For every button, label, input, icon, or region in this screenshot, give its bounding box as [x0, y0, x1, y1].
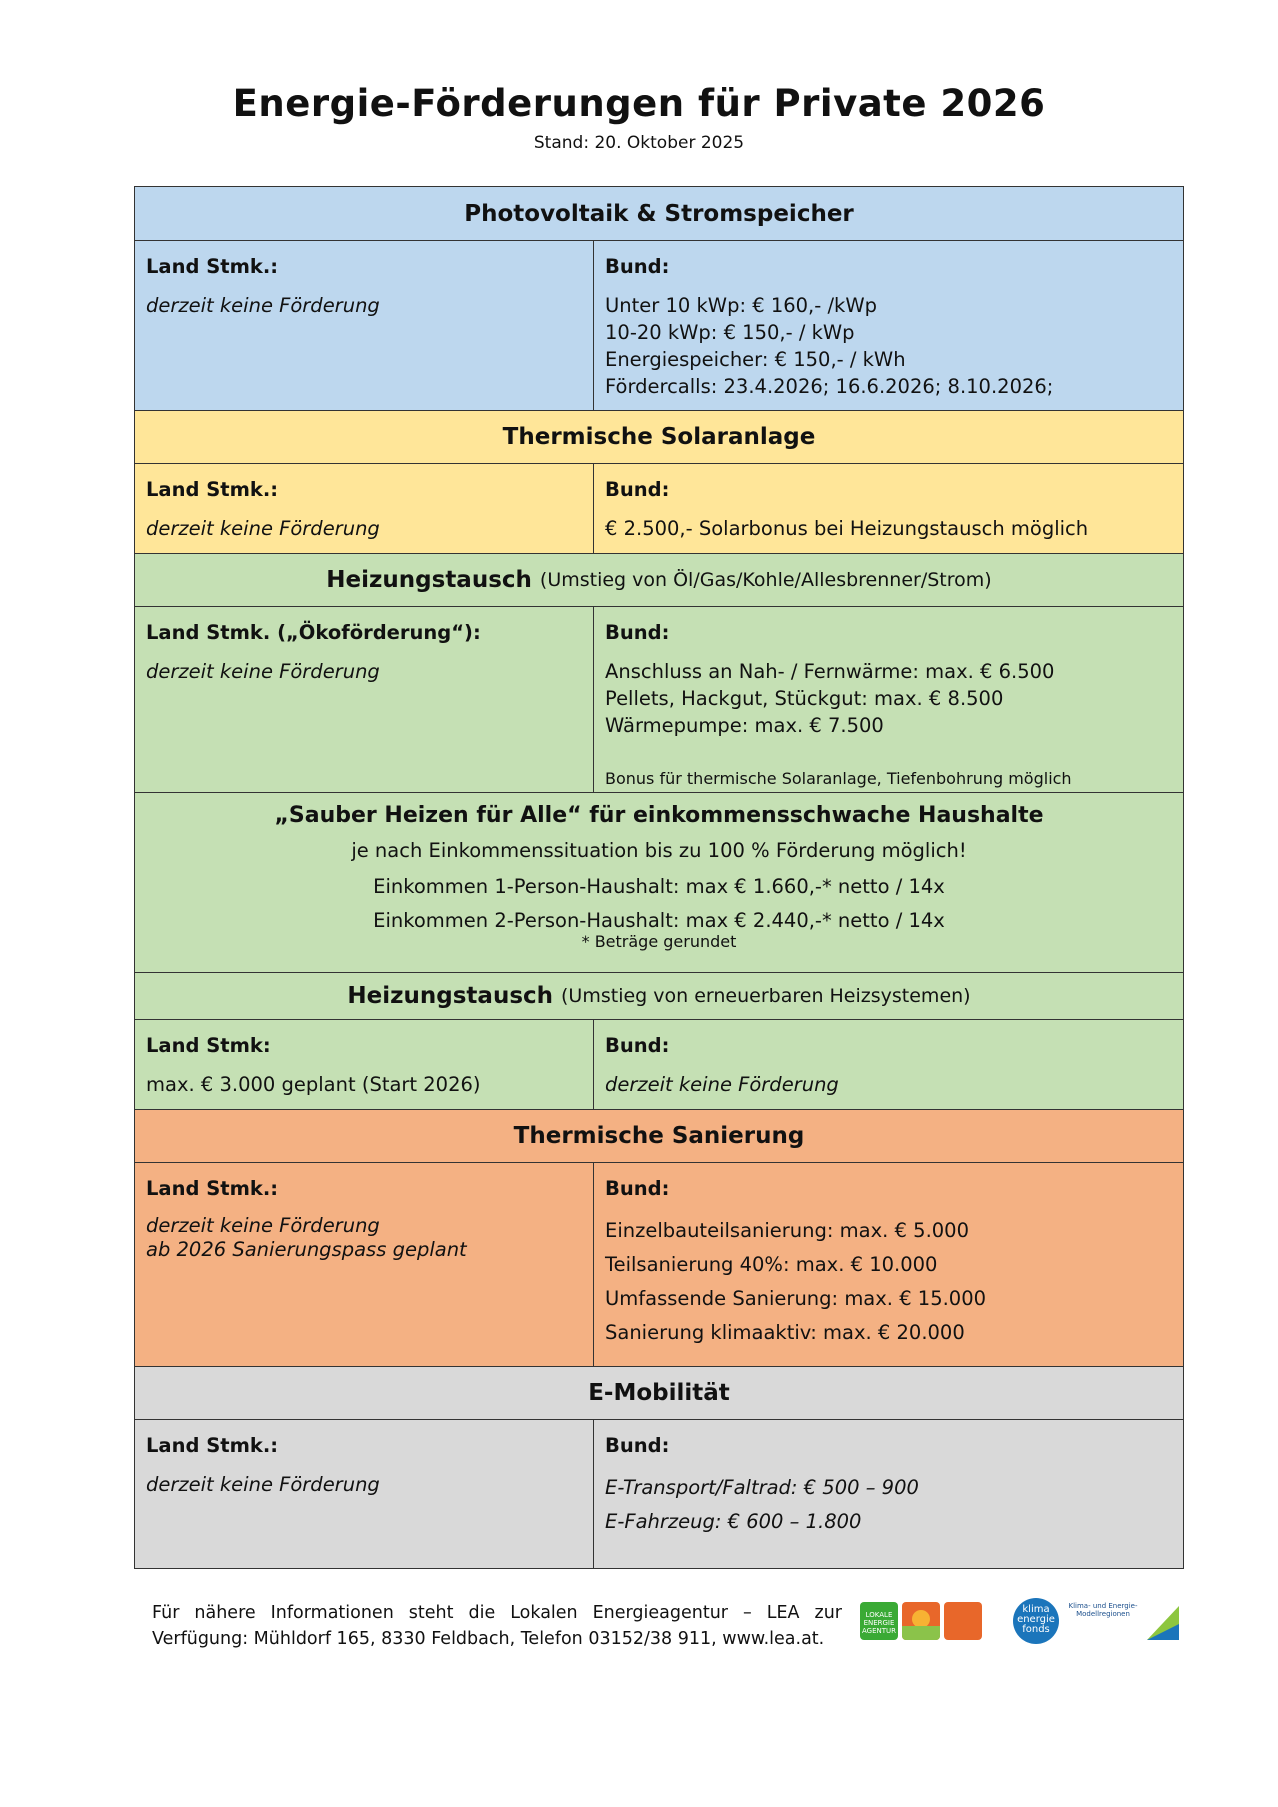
klima-energie-fonds-logo: klima energie fonds [1013, 1598, 1059, 1644]
bund-label: Bund: [605, 621, 670, 644]
bund-line: E-Transport/Faltrad: € 500 – 900 [605, 1476, 919, 1499]
land-text: derzeit keine Förderung [146, 294, 380, 317]
section-header-pv [135, 187, 1183, 241]
lea-logo: LOKALE ENERGIE AGENTUR [860, 1602, 898, 1640]
land-text: max. € 3.000 geplant (Start 2026) [146, 1073, 481, 1096]
section-header-heizungstausch-erneuerbar [135, 973, 1183, 1020]
bund-text: € 2.500,- Solarbonus bei Heizungstausch möglich [605, 517, 1089, 540]
bonus-note: Bonus für thermische Solaranlage, Tiefenbohrung möglich [605, 769, 1072, 788]
section-title: Heizungstausch [326, 567, 532, 593]
bund-line: Sanierung klimaaktiv: max. € 20.000 [605, 1321, 965, 1344]
bund-cell [594, 1163, 1183, 1366]
bund-line: Fördercalls: 23.4.2026; 16.6.2026; 8.10.2026; [605, 375, 1054, 398]
bund-line: Einzelbauteilsanierung: max. € 5.000 [605, 1219, 969, 1242]
section-header-emobilitaet [135, 1367, 1183, 1420]
bund-line: Wärmepumpe: max. € 7.500 [605, 714, 884, 737]
kem-logo-icon [1143, 1600, 1181, 1646]
bund-line: Anschluss an Nah- / Fernwärme: max. € 6.500 [605, 660, 1055, 683]
land-text: derzeit keine Förderung [146, 1214, 380, 1237]
bund-line: Teilsanierung 40%: max. € 10.000 [605, 1253, 938, 1276]
section-row-solar [135, 464, 1183, 554]
bund-line: Umfassende Sanierung: max. € 15.000 [605, 1287, 987, 1310]
page-title: Energie-Förderungen für Private 2026 [232, 82, 1046, 125]
land-cell [135, 241, 594, 410]
section-title: Photovoltaik & Stromspeicher [464, 200, 854, 227]
section-subtitle: (Umstieg von erneuerbaren Heizsystemen) [561, 985, 971, 1007]
section-subtitle: (Umstieg von Öl/Gas/Kohle/Allesbrenner/Strom) [539, 569, 992, 591]
bund-cell [594, 1420, 1183, 1568]
land-cell [135, 464, 594, 553]
land-label: Land Stmk.: [146, 255, 279, 278]
sauber-line: je nach Einkommenssituation bis zu 100 % Förderung möglich! [351, 839, 967, 862]
bund-label: Bund: [605, 478, 670, 501]
land-text: derzeit keine Förderung [146, 517, 380, 540]
bund-line: Energiespeicher: € 150,- / kWh [605, 348, 906, 371]
bund-line: 10-20 kWp: € 150,- / kWp [605, 321, 855, 344]
page-subtitle: Stand: 20. Oktober 2025 [533, 133, 745, 153]
sauber-line: Einkommen 1-Person-Haushalt: max € 1.660,-* netto / 14x [373, 875, 945, 898]
footer-line: Für nähere Informationen steht die Lokalen Energieagentur – LEA zur [152, 1603, 842, 1623]
section-title: E-Mobilität [588, 1380, 730, 1406]
footer-line: Verfügung: Mühldorf 165, 8330 Feldbach, Telefon 03152/38 911, www.lea.at. [152, 1629, 825, 1649]
land-label: Land Stmk. („Ökoförderung“): [146, 621, 481, 644]
kem-logo-text: Klima- und Energie-Modellregionen [1068, 1602, 1138, 1618]
land-label: Land Stmk.: [146, 478, 279, 501]
region-logo [902, 1602, 940, 1640]
section-header-solar [135, 411, 1183, 464]
bund-label: Bund: [605, 1034, 670, 1057]
sauber-line: Einkommen 2-Person-Haushalt: max € 2.440,-* netto / 14x [373, 909, 945, 932]
land-cell [135, 1163, 594, 1366]
land-label: Land Stmk.: [146, 1177, 279, 1200]
section-title: Thermische Solaranlage [502, 424, 816, 450]
section-title: Thermische Sanierung [513, 1123, 805, 1149]
land-cell [135, 1420, 594, 1568]
energy-region-logo [944, 1602, 982, 1640]
bund-cell [594, 464, 1183, 553]
section-row-heizungstausch-erneuerbar [135, 1020, 1183, 1110]
section-row-pv [135, 241, 1183, 411]
land-label: Land Stmk.: [146, 1434, 279, 1457]
section-row-emobilitaet [135, 1420, 1183, 1568]
bund-line: Pellets, Hackgut, Stückgut: max. € 8.500 [605, 687, 1004, 710]
section-sauber-heizen [135, 793, 1183, 973]
section-row-heizungstausch [135, 607, 1183, 793]
bund-label: Bund: [605, 255, 670, 278]
land-text: derzeit keine Förderung [146, 1473, 380, 1496]
bund-label: Bund: [605, 1177, 670, 1200]
section-title: Heizungstausch [347, 983, 554, 1009]
bund-line: Unter 10 kWp: € 160,- /kWp [605, 294, 878, 317]
land-text: ab 2026 Sanierungspass geplant [146, 1238, 467, 1261]
bund-label: Bund: [605, 1434, 670, 1457]
section-row-sanierung [135, 1163, 1183, 1367]
section-title: „Sauber Heizen für Alle“ für einkommensschwache Haushalte [274, 803, 1044, 828]
bund-line: E-Fahrzeug: € 600 – 1.800 [605, 1510, 862, 1533]
bund-cell [594, 1020, 1183, 1109]
funding-table [134, 186, 1184, 1569]
section-header-heizungstausch [135, 554, 1183, 607]
sauber-note: * Beträge gerundet [581, 932, 737, 951]
land-cell [135, 607, 594, 792]
bund-text: derzeit keine Förderung [605, 1073, 839, 1096]
land-text: derzeit keine Förderung [146, 660, 380, 683]
bund-cell [594, 241, 1183, 410]
bund-cell [594, 607, 1183, 792]
land-label: Land Stmk: [146, 1034, 271, 1057]
footer-contact [152, 1600, 842, 1652]
section-header-sanierung [135, 1110, 1183, 1163]
land-cell [135, 1020, 594, 1109]
